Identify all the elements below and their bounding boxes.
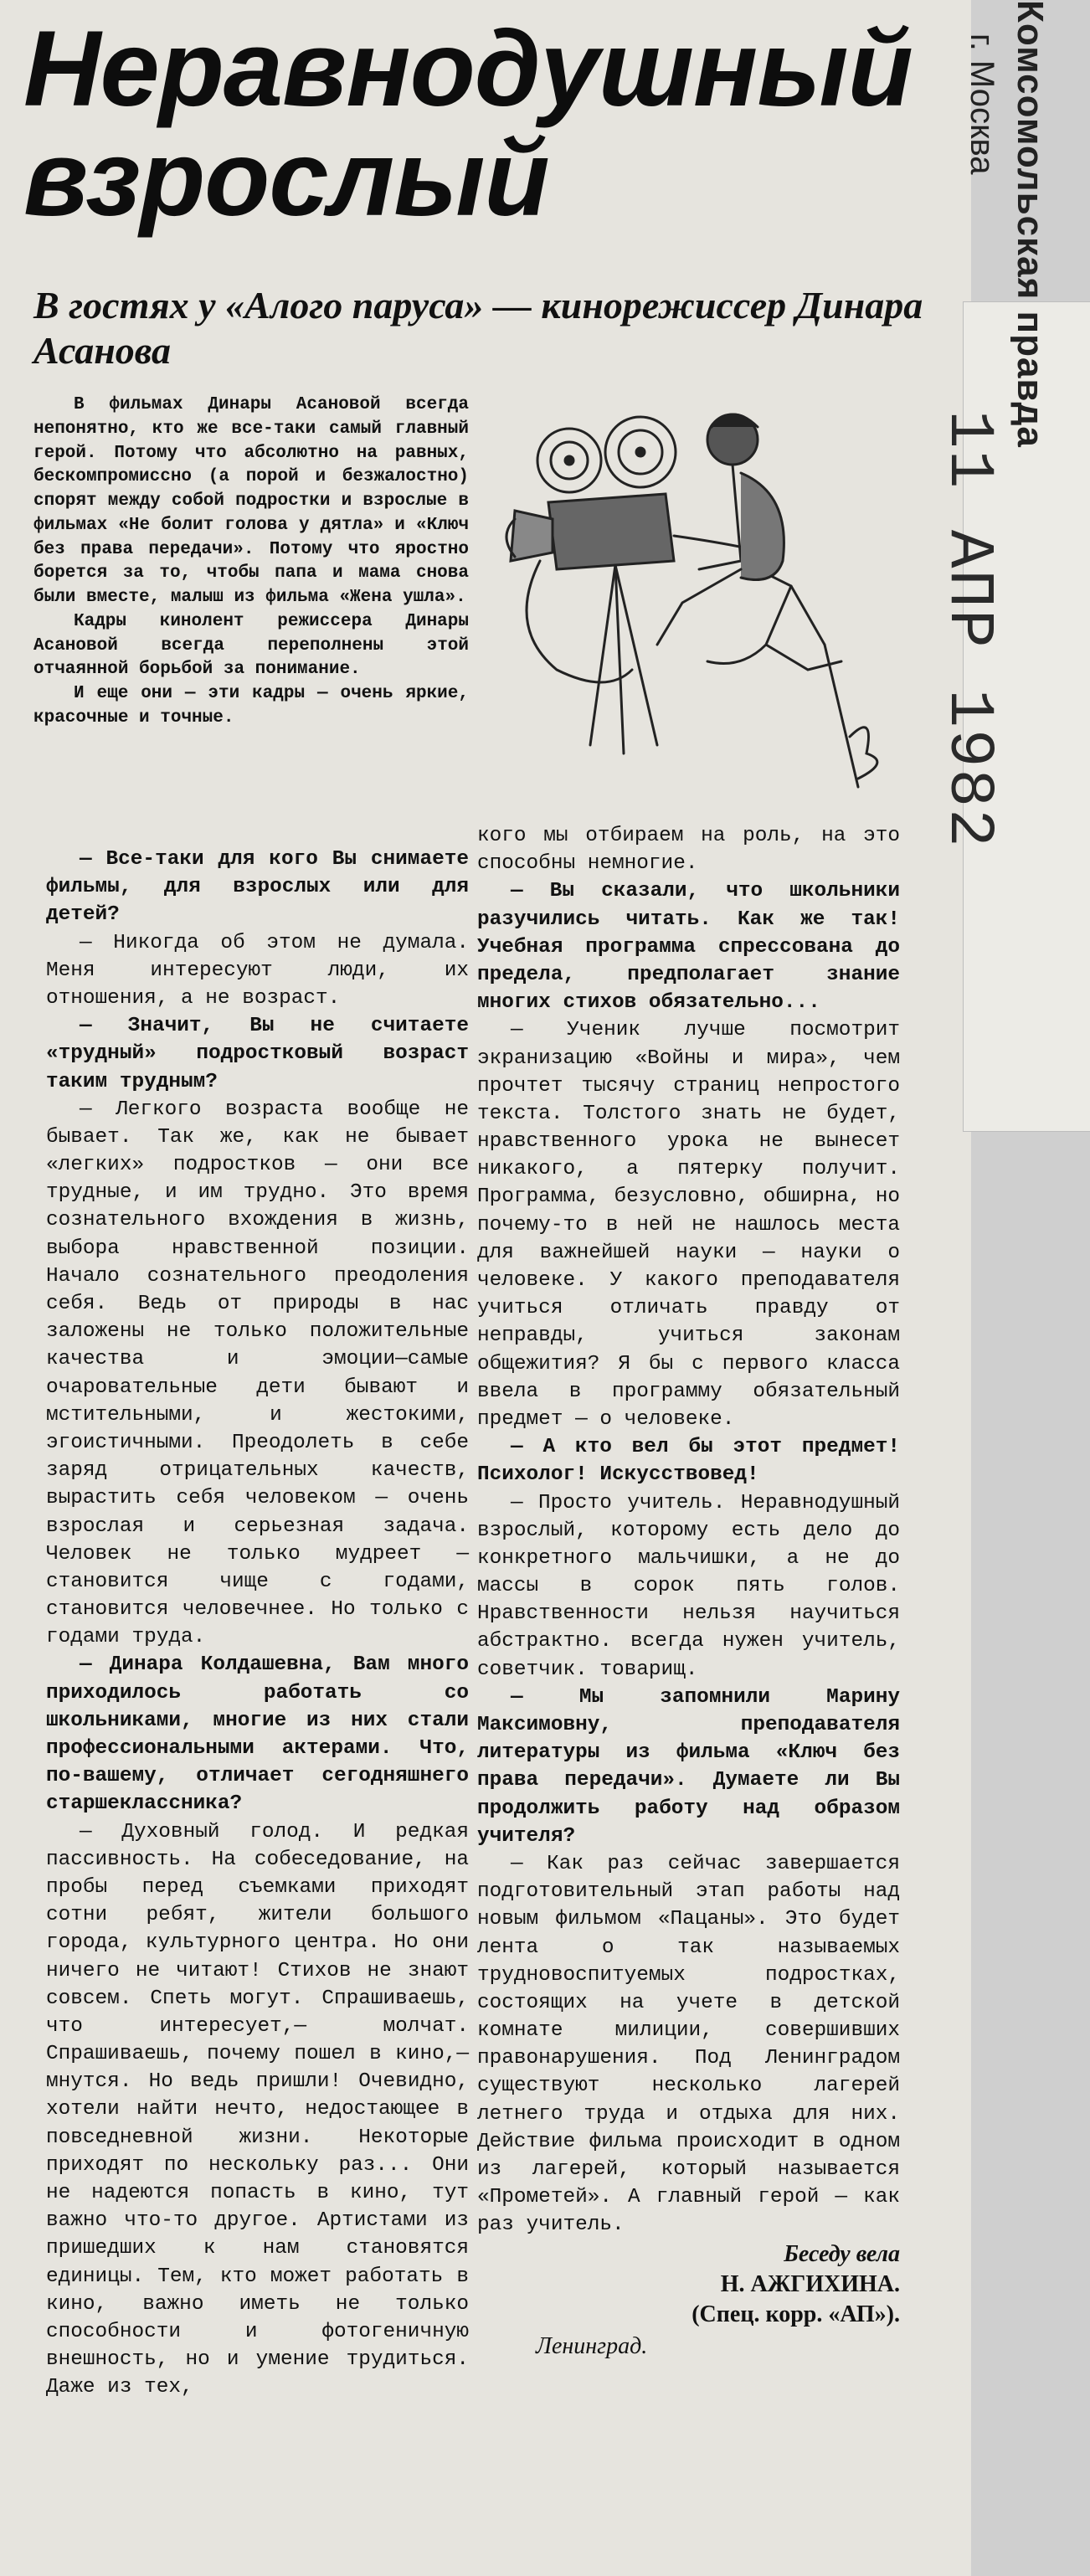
stamp-date: 11 АПР 1982	[933, 410, 1005, 849]
interview-paragraph: — Мы запомнили Марину Максимовну, преподавателя литературы из фильма «Ключ без права передачи». Думаете ли Вы продолжить работу над образом учителя?	[477, 1685, 900, 1848]
interview-paragraph: — Ученик лучше посмотрит экранизацию «Войны и мира», чем прочтет тысячу страниц непростого текста. Толстого знать не будет, нравственного урока не вынесет никакого, а пятерку получит. Программа, безусловно, обширна, но почему-то в ней не нашлось места для важнейшей науки — науки о человеке. У какого преподавателя учиться отличать правду от неправды, учиться законам общежития? Я бы с первого класса ввела в программу обязательный предмет — о человеке.	[477, 1019, 900, 1431]
stamp-newspaper-name: Комсомольская правда	[1010, 0, 1051, 448]
lead-paragraph: И еще они — эти кадры — очень яркие, красочные и точные.	[33, 684, 469, 728]
article-column-left	[46, 846, 469, 2402]
article-column-right	[477, 822, 900, 2363]
interview-paragraph: кого мы отбираем на роль, на это способны немногие.	[477, 825, 900, 876]
interview-paragraph: — Динара Колдашевна, Вам много приходилось работать со школьниками, многие из них стали профессиональными актерами. Что, по-вашему, отличает сегодняшнего старшеклассника?	[46, 1653, 469, 1816]
interview-paragraph: — Все-таки для кого Вы снимаете фильмы, для взрослых или для детей?	[46, 848, 469, 927]
interview-paragraph: — Вы сказали, что школьники разучились читать. Как же так! Учебная программа спрессована до предела, предполагает знание многих стихов обязательно...	[477, 880, 900, 1015]
interview-paragraph: — Легкого возраста вообще не бывает. Так же, как не бывает «легких» подростков — они все трудные, и им трудно. Это время сознательного вхождения в жизнь, выбора нравственной позиции. Начало сознательного преодоления себя. Ведь от природы в нас заложены не только положительные качества и эмоции—самые очаровательные дети бывают и мстительными, и жестокими, эгоистичными. Преодолеть в себе заряд отрицательных качеств, вырастить себя человеком — очень взрослая и серьезная задача. Человек не только мудреет — становится чище с годами, становится человечнее. Но только с годами труда.	[46, 1098, 469, 1649]
article-lead	[33, 393, 469, 731]
stamp-city: г. Москва	[964, 33, 1000, 175]
lead-paragraph: Кадры кинолент режиссера Динары Асановой всегда переполнены этой отчаянной борьбой за понимание.	[33, 611, 469, 680]
signature-role: (Спец. корр. «АП»).	[692, 2301, 900, 2328]
interview-paragraph: — Как раз сейчас завершается подготовительный этап работы над новым фильмом «Пацаны». Это будет лента о так называемых трудновоспитуемых подростках, состоящих на учете в детской комнате милиции, совершивших правонарушения. Под Ленинградом существуют несколько лагерей летнего труда и отдыха для них. Действие фильма происходит в одном из лагерей, который называется «Прометей». А главный герой — как раз учитель.	[477, 1852, 900, 2237]
article-headline: Неравнодушный взрослый	[23, 9, 913, 239]
interview-paragraph: — Просто учитель. Неравнодушный взрослый, которому есть дело до конкретного мальчишки, а не до массы в сорок пять голов. Нравственности нельзя научиться абстрактно. всегда нужен учитель, советчик. товарищ.	[477, 1491, 900, 1681]
signature-intro: Беседу вела	[784, 2240, 900, 2267]
interview-paragraph: — Духовный голод. И редкая пассивность. На собеседование, на пробы перед съемками приходят сотни ребят, жители большого города, культурного центра. Но они ничего не читают! Стихов не знают совсем. Спеть могут. Спрашиваешь, что интересует,— молчат. Спрашиваешь, почему пошел в кино,— мнутся. Но ведь пришли! Очевидно, хотели найти нечто, недостающее в повседневной жизни. Некоторые приходят по нескольку раз... Они не надеются попасть в кино, тут важно что-то другое. Артистами из пришедших к нам становятся единицы. Тем, кто может работать в кино, важно иметь не только способности и фотогеничную внешность, но и умение трудиться. Даже из тех,	[46, 1820, 469, 2399]
interview-paragraph: — Никогда об этом не думала. Меня интересуют люди, их отношения, а не возраст.	[46, 931, 469, 1010]
article-subheadline: В гостях у «Алого паруса» — кинорежиссер Динара Асанова	[33, 284, 923, 373]
lead-paragraph: В фильмах Динары Асановой всегда непонятно, кто же все-таки самый главный герой. Потому что абсолютно на равных, бескомпромиссно (а порой и безжалостно) спорят между собой подростки и взрослые в фильмах «Не болит голова у дятла» и «Ключ без права передачи». Потому что яростно борется за то, чтобы папа и мама снова были вместе, малыш из фильма «Жена ушла».	[33, 395, 469, 608]
interview-paragraph: — А кто вел бы этот предмет! Психолог! Искусствовед!	[477, 1436, 900, 1487]
interview-paragraph: — Значит, Вы не считаете «трудный» подростковый возраст таким трудным?	[46, 1015, 469, 1093]
signature-city: Ленинград.	[536, 2332, 648, 2359]
signature-author: Н. АЖГИХИНА.	[720, 2270, 900, 2297]
film-camera-illustration	[490, 393, 925, 812]
